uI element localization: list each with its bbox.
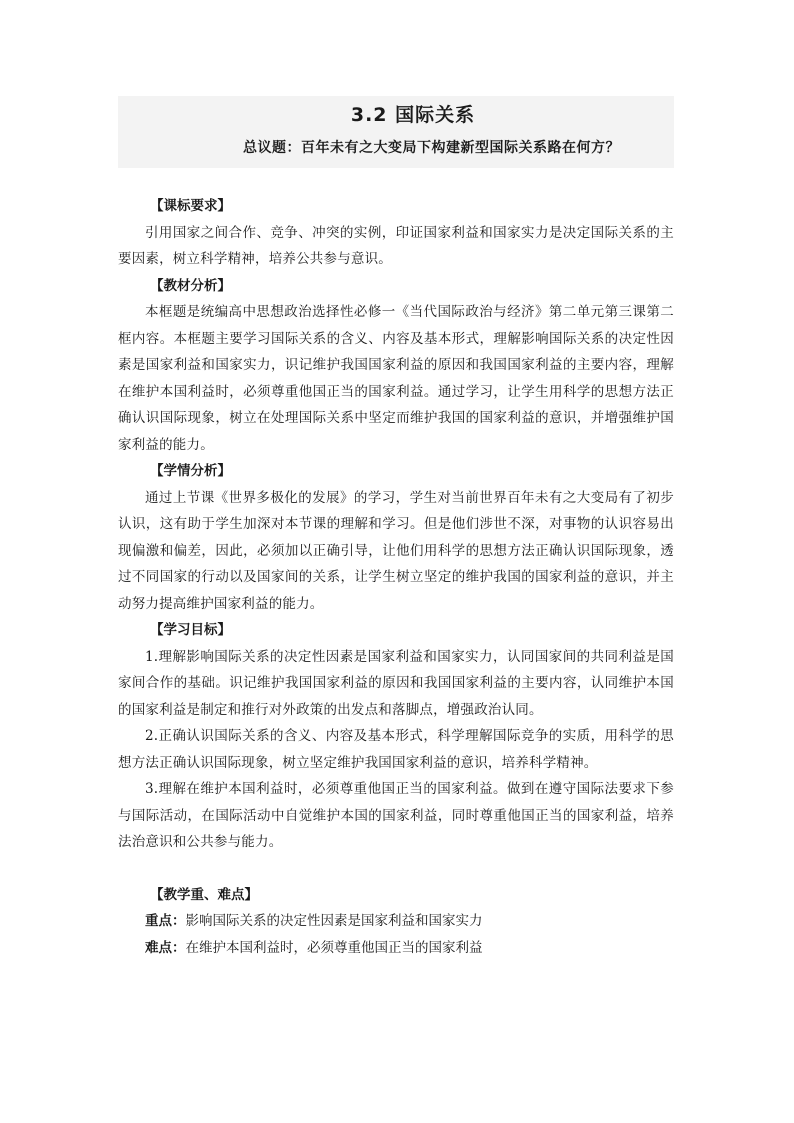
- curriculum-paragraph: 引用国家之间合作、竞争、冲突的实例，印证国家利益和国家实力是决定国际关系的主要因素，树立科学精神，培养公共参与意识。: [118, 224, 674, 267]
- focus-text: 影响国际关系的决定性因素是国家利益和国家实力: [185, 913, 483, 929]
- focus-line: [118, 908, 674, 935]
- objective-item: 1.理解影响国际关系的决定性因素是国家利益和国家实力，认同国家间的共同利益是国家间合作的基础。识记维护我国国家利益的原因和我国国家利益的主要内容，认同维护本国的国家利益是制定和推行对外政策的出发点和落脚点，增强政治认同。: [118, 648, 674, 718]
- section-heading-objectives: 【学习目标】: [150, 622, 231, 638]
- section-heading-textbook: 【教材分析】: [150, 277, 231, 294]
- difficulty-label: 难点：: [145, 939, 186, 956]
- page-subtitle: 总议题：百年未有之大变局下构建新型国际关系路在何方？: [243, 140, 620, 156]
- section-heading-curriculum: 【课标要求】: [150, 198, 231, 214]
- textbook-paragraph: 本框题是统编高中思想政治选择性必修一《当代国际政治与经济》第二单元第三课第二框内容。本框题主要学习国际关系的含义、内容及基本形式，理解影响国际关系的决定性因素是国家利益和国家实力，识记维护我国国家利益的原因和我国国家利益的主要内容，理解在维护本国利益时，必须尊重他国正当的国家利益。通过学习，让学生用科学的思想方法正确认识国际现象，树立在处理国际关系中坚定而维护我国的国家利益的意识，并增强维护国家利益的能力。: [118, 304, 674, 453]
- objective-item: 3.理解在维护本国利益时，必须尊重他国正当的国家利益。做到在遵守国际法要求下参与国际活动，在国际活动中自觉维护本国的国家利益，同时尊重他国正当的国家利益，培养法治意识和公共参与能力。: [118, 781, 674, 850]
- focus-label: 重点：: [145, 913, 186, 929]
- section-heading-students: 【学情分析】: [150, 463, 231, 479]
- document-body: [118, 193, 674, 961]
- objective-item: 2.正确认识国际关系的含义、内容及基本形式，科学理解国际竞争的实质，用科学的思想方法正确认识国际现象，树立坚定维护我国国家利益的意识，培养科学精神。: [118, 728, 674, 771]
- difficulty-text: 在维护本国利益时，必须尊重他国正当的国家利益: [185, 939, 483, 956]
- students-paragraph: 通过上节课《世界多极化的发展》的学习，学生对当前世界百年未有之大变局有了初步认识，这有助于学生加深对本节课的理解和学习。但是他们涉世不深，对事物的认识容易出现偏激和偏差，因此，必须加以正确引导，让他们用科学的思想方法正确认识国际现象，透过不同国家的行动以及国家间的关系，让学生树立坚定的维护我国的国家利益的意识，并主动努力提高维护国家利益的能力。: [118, 489, 674, 612]
- spacer: [118, 856, 674, 882]
- page-title: 3.2 国际关系: [350, 104, 476, 126]
- difficulty-line: [118, 935, 674, 962]
- section-heading-key-points: 【教学重、难点】: [150, 886, 258, 903]
